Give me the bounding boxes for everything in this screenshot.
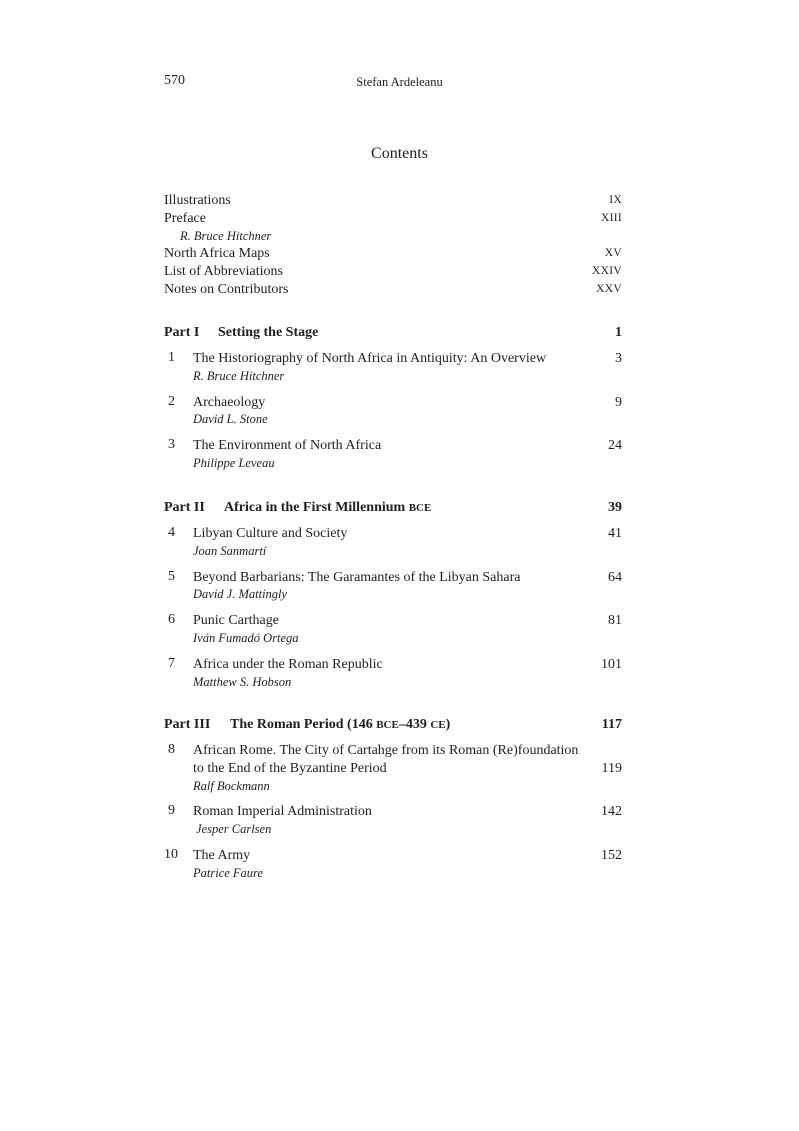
front-matter-label: Illustrations <box>164 193 231 208</box>
chapter-author: Patrice Faure <box>193 865 264 880</box>
front-matter-page: IX <box>609 194 622 206</box>
chapter-entry[interactable] <box>164 394 622 430</box>
chapter-entry[interactable] <box>164 437 622 473</box>
chapter-title: The Army <box>193 847 251 863</box>
chapter-author: David J. Mattingly <box>193 587 288 602</box>
chapter-title: Punic Carthage <box>193 613 279 629</box>
chapter-entry[interactable] <box>164 803 622 839</box>
chapter-entry[interactable] <box>164 742 622 795</box>
chapter-page: 152 <box>601 847 622 863</box>
part-page: 117 <box>601 717 622 732</box>
part-title: Setting the Stage <box>218 325 319 340</box>
chapter-number: 4 <box>168 525 175 540</box>
chapter-page: 9 <box>615 394 622 410</box>
chapter-number: 9 <box>168 803 175 819</box>
running-head: Stefan Ardeleanu <box>356 75 443 89</box>
chapter-number: 5 <box>168 568 175 584</box>
chapter-page: 64 <box>608 569 622 585</box>
chapter-page: 3 <box>615 351 622 366</box>
chapter-title-line: to the End of the Byzantine Period <box>193 760 387 776</box>
front-matter-page: XXIV <box>592 265 622 278</box>
chapter-entry[interactable] <box>164 350 622 386</box>
front-matter-label: Preface <box>164 210 206 226</box>
chapter-number: 8 <box>168 742 175 757</box>
front-matter-item[interactable] <box>164 245 622 263</box>
front-matter-author: R. Bruce Hitchner <box>180 228 272 243</box>
chapter-entry[interactable] <box>164 525 622 561</box>
front-matter-label: Notes on Contributors <box>164 281 289 297</box>
part-heading[interactable] <box>164 499 622 525</box>
chapter-title: The Environment of North Africa <box>193 438 382 454</box>
chapter-entry[interactable] <box>164 847 622 883</box>
front-matter-page: XXV <box>596 282 622 295</box>
chapter-number: 3 <box>168 437 175 453</box>
contents-title: Contents <box>371 145 428 162</box>
chapter-title: Archaeology <box>193 394 266 410</box>
front-matter-label: North Africa Maps <box>164 246 270 262</box>
part-title: The Roman Period (146 BCE–439 CE) <box>230 717 451 732</box>
chapter-author: Joan Sanmartí <box>193 543 267 558</box>
part-page: 39 <box>608 500 622 515</box>
front-matter-label: List of Abbreviations <box>164 264 283 280</box>
front-matter-item[interactable] <box>164 263 622 281</box>
part-heading[interactable] <box>164 324 622 350</box>
page-number: 570 <box>164 73 185 88</box>
chapter-title: Africa under the Roman Republic <box>193 656 383 672</box>
front-matter-item[interactable] <box>164 192 622 210</box>
part-label: Part III <box>164 717 211 732</box>
part-title: Africa in the First Millennium BCE <box>224 500 432 515</box>
chapter-title: Beyond Barbarians: The Garamantes of the Libyan Sahara <box>193 569 521 585</box>
front-matter-list <box>164 192 622 299</box>
front-matter-item[interactable] <box>164 281 622 299</box>
chapter-author: Philippe Leveau <box>193 455 275 470</box>
chapter-title: Roman Imperial Administration <box>193 804 372 820</box>
chapter-title: The Historiography of North Africa in Antiquity: An Overview <box>193 351 547 366</box>
chapter-number: 6 <box>168 612 175 628</box>
chapter-author: Jesper Carlsen <box>196 822 272 837</box>
chapter-page: 101 <box>601 656 622 672</box>
chapter-number: 2 <box>168 393 175 409</box>
front-matter-page: XIII <box>601 211 622 224</box>
chapter-entry[interactable] <box>164 569 622 605</box>
chapter-page: 41 <box>608 526 622 541</box>
chapter-title-line: African Rome. The City of Cartahge from its Roman (Re)foundation <box>193 743 579 758</box>
chapter-entry[interactable] <box>164 612 622 648</box>
chapter-author: Ralf Bockmann <box>193 778 270 793</box>
chapter-page: 142 <box>601 804 622 820</box>
chapter-number: 7 <box>168 655 175 671</box>
chapter-author: Iván Fumadó Ortega <box>193 630 299 645</box>
front-matter-page: XV <box>604 247 622 260</box>
chapter-title: Libyan Culture and Society <box>193 526 348 541</box>
chapter-author: David L. Stone <box>193 412 268 427</box>
chapter-author: Matthew S. Hobson <box>193 674 292 689</box>
chapter-page: 24 <box>608 438 622 454</box>
part-label: Part II <box>164 500 205 515</box>
chapter-page: 119 <box>601 760 622 776</box>
part-page: 1 <box>615 325 622 340</box>
front-matter-item[interactable] <box>164 210 622 228</box>
part-section <box>164 499 622 699</box>
part-section <box>164 716 622 891</box>
chapter-number: 10 <box>164 846 178 862</box>
part-section <box>164 324 622 481</box>
chapter-number: 1 <box>168 350 175 365</box>
chapter-author: R. Bruce Hitchner <box>193 368 285 383</box>
chapter-entry[interactable] <box>164 656 622 692</box>
part-heading[interactable] <box>164 716 622 742</box>
chapter-page: 81 <box>608 613 622 629</box>
part-label: Part I <box>164 325 200 340</box>
